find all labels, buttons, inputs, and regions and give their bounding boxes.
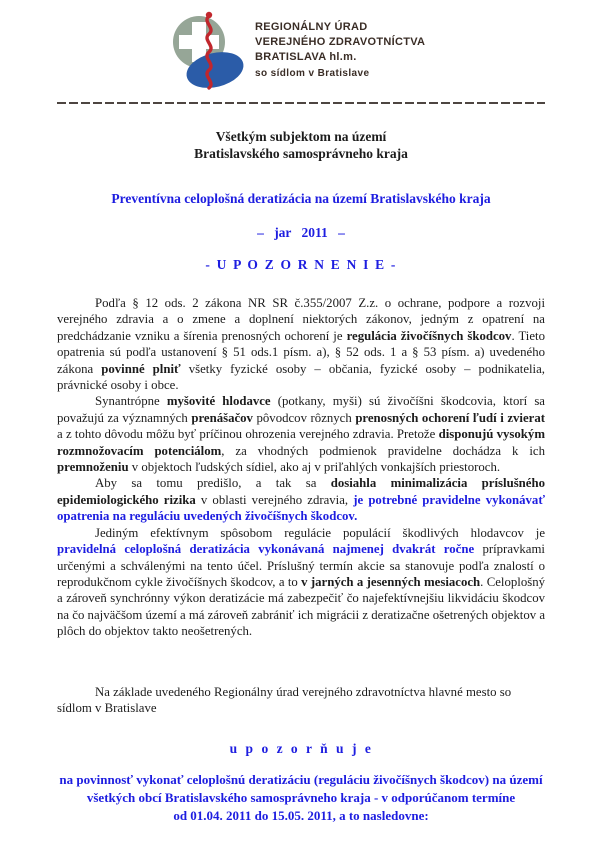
text-run: povinné plniť [101,361,181,376]
text-run: premnoženiu [57,460,129,475]
text-run: pravidelná celoplošná deratizácia vykonávaná najmenej dvakrát ročne [57,542,475,557]
recipient-line2: Bratislavského samosprávneho kraja [194,146,408,161]
org-name-block [255,10,425,81]
document-title: Preventívna celoplošná deratizácia na území Bratislavského kraja [111,191,491,206]
text-run: v objektoch ľudských sídiel, ako aj v priľahlých vonkajších priestoroch. [128,460,501,475]
text-run: dosiahla minimalizácia príslušného epidemiologického rizika [57,476,545,507]
text-run: v jarných a jesenných mesiacoch [301,574,481,589]
text-run: Podľa § 12 ods. 2 zákona NR SR č.355/2007 Z.z. o ochrane, podpore a rozvoji verejného zdravia a o zmene a doplnení niektorých zákonov, jedným z opatrení na predchádzanie vzniku a šírenia prenosných ochorení je [57,296,545,343]
text-run: a z tohto dôvodu môžu byť príčinou ohrozenia verejného zdravia. Pretože [57,427,439,442]
text-run: Aby sa tomu predišlo, a tak sa [95,476,331,491]
text-run: , za vhodných podmienok pravidelne dochádza k ich [221,443,545,458]
warning-heading: - U P O Z O R N E N I E - [205,257,397,272]
text-run: disponujú vysokým rozmnožovacím potenciálom [57,427,545,458]
text-run: Na základe uvedeného Regionálny úrad verejného zdravotníctva hlavné mesto so sídlom v Bratislave [57,684,512,715]
text-run: všetky fyzické osoby – občania, fyzické osoby – podnikatelia, právnické osoby i obce. [57,361,545,393]
text-run: (potkany, myši) sú živočíšni škodcovia, ktorí sa považujú za významných [57,394,545,425]
text-run: pôvodcov rôznych [252,410,356,425]
text-run: myšovité hlodavce [166,394,271,409]
letterhead [169,10,545,98]
org-name-line2: VEREJNÉHO ZDRAVOTNÍCTVA [255,36,426,48]
paragraph-legal-basis [57,295,545,393]
paragraph-conclusion [57,684,545,717]
text-run: regulácia živočíšnych škodcov [346,328,512,343]
obligation-line3: od 01.04. 2011 do 15.05. 2011, a to nasledovne: [173,807,429,823]
recipient-block [57,128,545,162]
text-run: prípravkami určenými a schválenými na tento účel. Príslušný termín akcie sa stanovuje podľa znalostí o reprodukčnom cykle živočíšnych škodcov, a to [57,542,545,589]
text-run: prenosných ochorení ľudí i zvierat [355,410,545,425]
notice-word: u p o z o r ň u j e [229,741,373,757]
snake-head-icon [206,12,212,18]
recipient-line1: Všetkým subjektom na území [215,129,387,144]
paragraph-deratization [57,525,545,640]
paragraph-prevention [57,475,545,524]
org-name-line4: so sídlom v Bratislave [255,68,370,79]
document-season-line: – jar 2011 – [257,225,345,240]
text-run: je potrebné pravidelne vykonávať opatrenia na reguláciu uvedených živočíšnych škodcov. [57,492,545,524]
text-run: Synantrópne [95,394,167,409]
org-name-line3: BRATISLAVA hl.m. [255,51,357,63]
org-name-line1: REGIONÁLNY ÚRAD [255,21,368,33]
text-run: v oblasti verejného zdravia, [195,492,354,507]
text-run: Jediným efektívnym spôsobom regulácie populácií škodlivých hlodavcov je [95,525,545,540]
obligation-statement [45,771,557,824]
text-run: . Celoplošný a zároveň synchrónny výkon deratizácie má zabezpečiť čo najefektívnejšiu likvidáciu škodcov na čo najväčšom území a má zároveň zabrániť ich migrácii z deratizačne ošetrených objektov a plôch do objektov takto neošetrených. [57,574,545,639]
ruvz-logo [169,10,249,96]
header-divider [57,102,545,104]
paragraph-rodents [57,393,545,475]
obligation-line2: všetkých obcí Bratislavského samosprávneho kraja - v odporúčanom termíne [86,789,516,805]
obligation-line1: na povinnosť vykonať celoplošnú deratizáciu (reguláciu živočíšnych škodcov) na území [59,772,543,788]
text-run: . Tieto opatrenia sú podľa ustanovení § 51 ods.1 písm. a), § 52 ods. 1 a § 53 písm. a) uvedeného zákona [57,328,545,376]
document-body [57,295,545,716]
text-run: prenášačov [191,410,253,425]
